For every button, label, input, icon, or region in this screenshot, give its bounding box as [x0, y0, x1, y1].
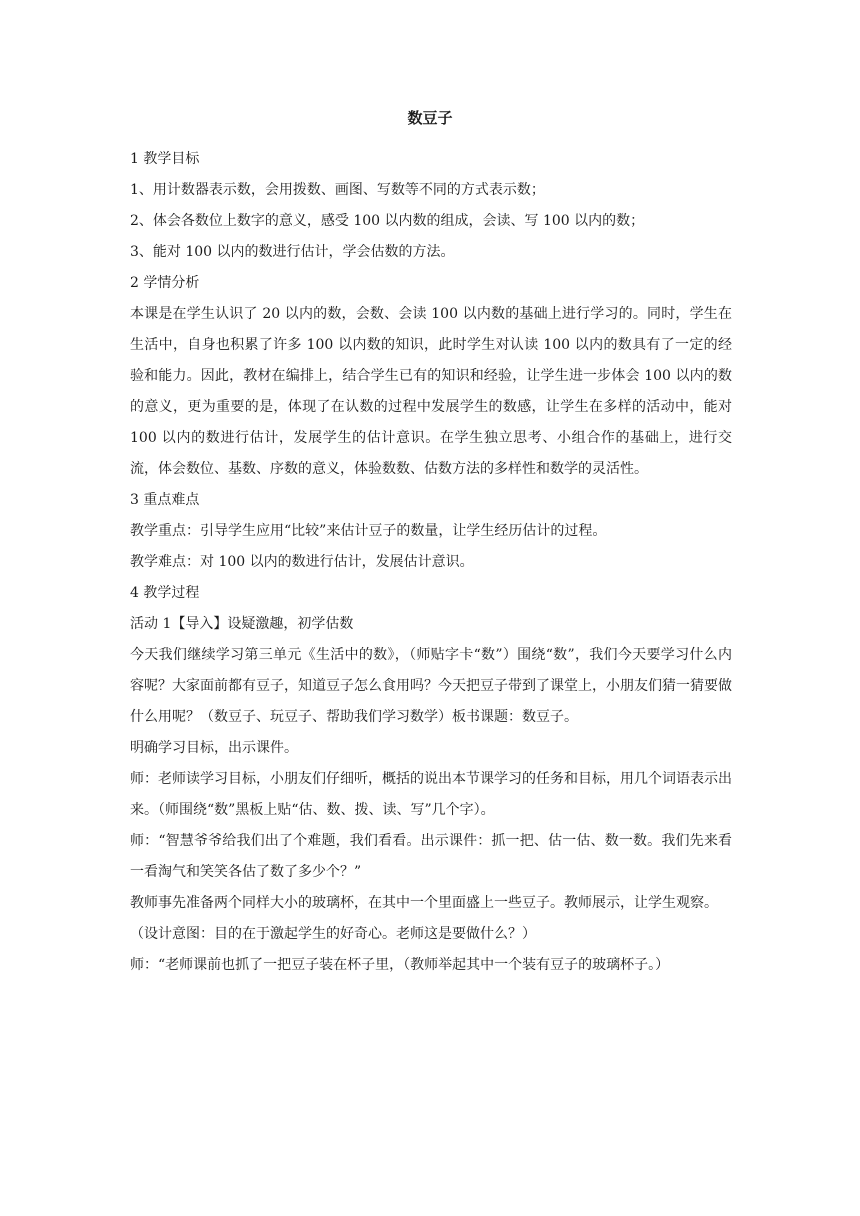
paragraph: 3、能对 100 以内的数进行估计，学会估数的方法。 [130, 244, 455, 260]
paragraph: 明确学习目标，出示课件。 [130, 740, 298, 756]
section-heading: 2 学情分析 [130, 275, 200, 291]
paragraph: 师：老师读学习目标，小朋友们仔细听，概括的说出本节课学习的任务和目标，用几个词语表示出来。（师围绕“数”黑板上贴“估、数、拨、读、写”几个字）。 [130, 771, 732, 818]
paragraph: 1、用计数器表示数，会用拨数、画图、写数等不同的方式表示数； [130, 182, 545, 198]
document-title: 数豆子 [407, 109, 453, 127]
section-heading: 1 教学目标 [130, 151, 200, 167]
paragraph: 2、体会各数位上数字的意义，感受 100 以内数的组成，会读、写 100 以内的数； [130, 213, 645, 229]
paragraph: 教学难点：对 100 以内的数进行估计，发展估计意识。 [130, 554, 474, 570]
section-heading: 4 教学过程 [130, 585, 200, 601]
paragraph: 教师事先准备两个同样大小的玻璃杯，在其中一个里面盛上一些豆子。教师展示，让学生观察。 [130, 895, 718, 911]
section-heading: 3 重点难点 [130, 492, 200, 508]
paragraph: 今天我们继续学习第三单元《生活中的数》，（师贴字卡“数”）围绕“数”，我们今天要学习什么内容呢？大家面前都有豆子，知道豆子怎么食用吗？今天把豆子带到了课堂上，小朋友们猜一猜要做什么用呢？（数豆子、玩豆子、帮助我们学习数学）板书课题：数豆子。 [130, 647, 732, 725]
paragraph: 师：“老师课前也抓了一把豆子装在杯子里，（教师举起其中一个装有豆子的玻璃杯子。） [130, 957, 670, 973]
paragraph: 教学重点：引导学生应用“比较”来估计豆子的数量，让学生经历估计的过程。 [130, 523, 607, 539]
paragraph: （设计意图：目的在于激起学生的好奇心。老师这是要做什么？） [130, 926, 536, 942]
document-body [130, 144, 732, 981]
paragraph: 师：“智慧爷爷给我们出了个难题，我们看看。出示课件：抓一把、估一估、数一数。我们先来看一看淘气和笑笑各估了数了多少个？” [130, 833, 732, 880]
activity-heading: 活动 1【导入】设疑激趣，初学估数 [130, 616, 354, 632]
paragraph: 本课是在学生认识了 20 以内的数，会数、会读 100 以内数的基础上进行学习的。同时，学生在生活中，自身也积累了许多 100 以内数的知识，此时学生对认读 100 以内的数具有了一定的经验和能力。因此，教材在编排上，结合学生已有的知识和经验，让学生进一步体会 100 以内的数的意义，更为重要的是，体现了在认数的过程中发展学生的数感，让学生在多样的活动中，能对 100 以内的数进行估计，发展学生的估计意识。在学生独立思考、小组合作的基础上，进行交流，体会数位、基数、序数的意义，体验数数、估数方法的多样性和数学的灵活性。 [130, 306, 732, 477]
